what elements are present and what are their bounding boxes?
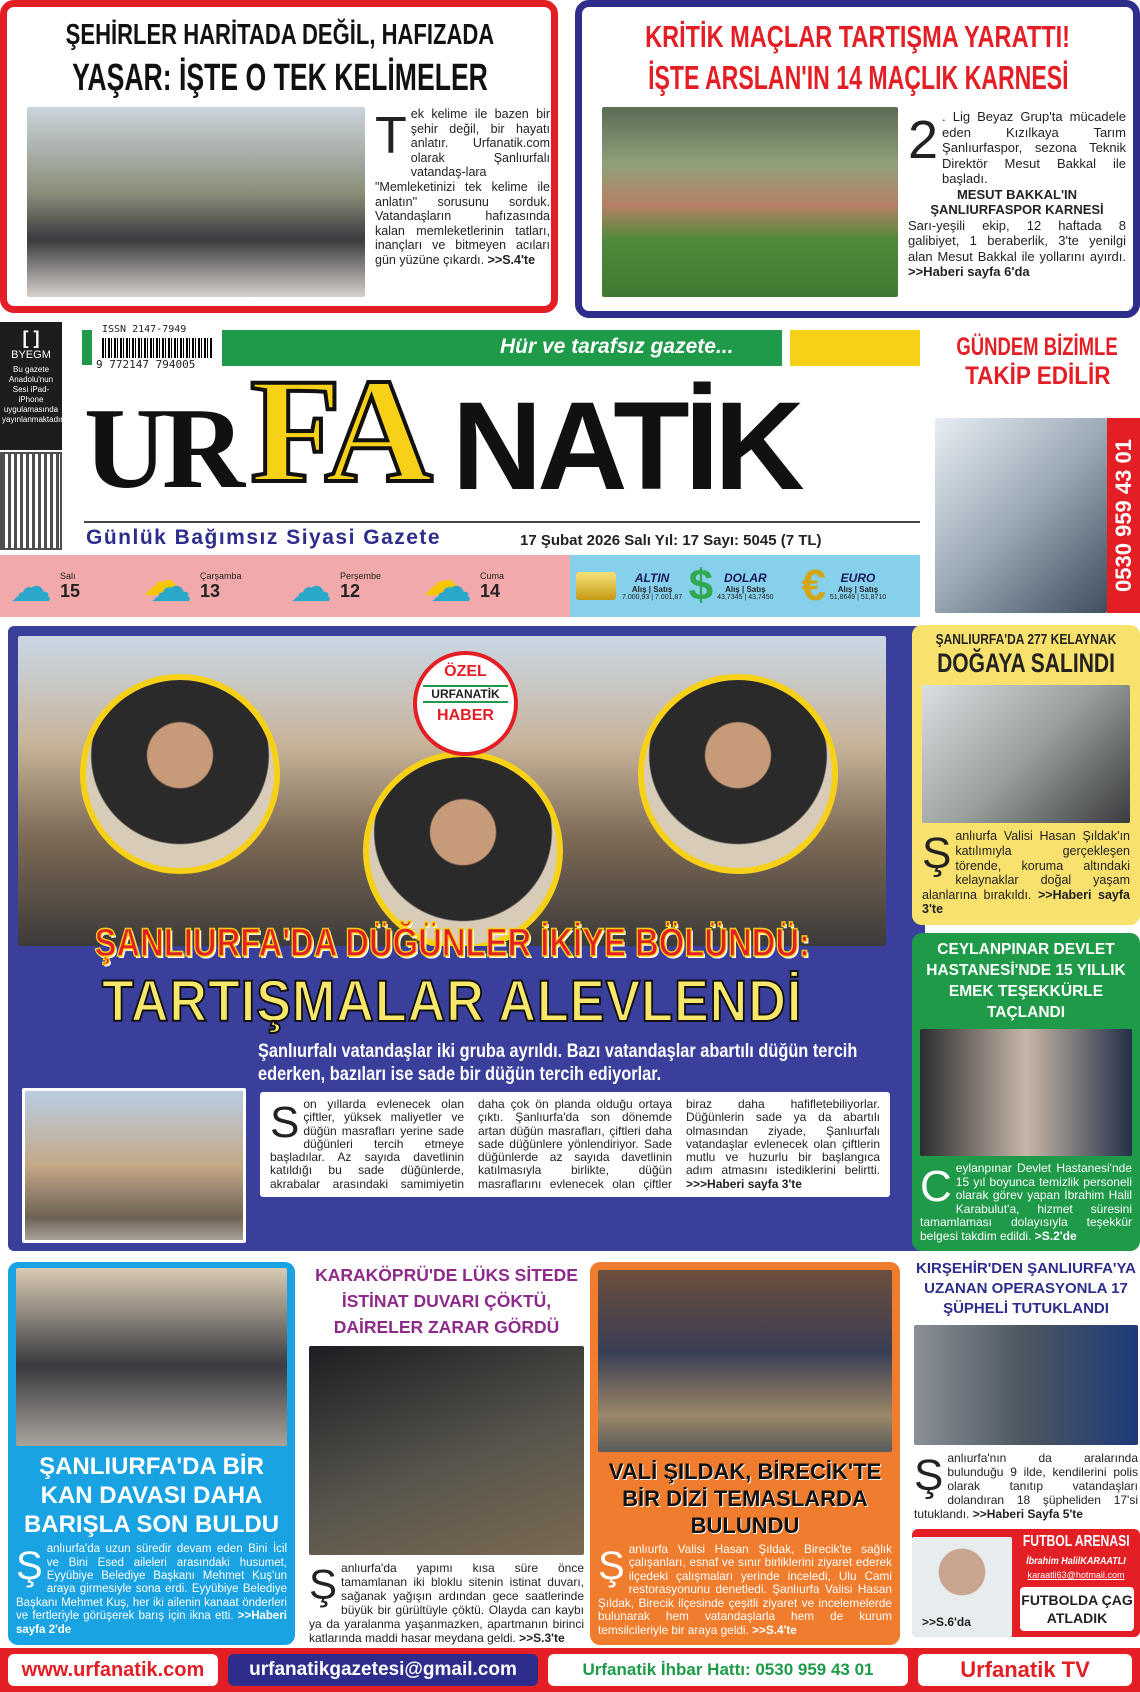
headline-row bbox=[588, 19, 1128, 55]
yellow-bar bbox=[790, 330, 920, 366]
tip-line[interactable]: Urfanatik İhbar Hattı: 0530 959 43 01 bbox=[548, 1654, 908, 1686]
top-right-story[interactable] bbox=[575, 0, 1140, 318]
continue-link[interactable]: >>S.4'te bbox=[487, 252, 536, 267]
body-text: Sarı-yeşili ekip, 12 haftada 8 galibiyet, 1 beraberlik, 3'te yenilgi alan Mesut Bakkal ile yollarını ayırdı. bbox=[908, 217, 1126, 264]
interviewee-circle bbox=[363, 751, 563, 946]
weather-strip bbox=[0, 555, 570, 617]
headline-row bbox=[18, 969, 886, 1036]
headline: KARAKÖPRÜ'DE LÜKS SİTEDE İSTİNAT DUVARI ÇÖKTÜ, DAİRELER ZARAR GÖRDÜ bbox=[315, 1265, 578, 1337]
masthead-rule bbox=[84, 521, 920, 523]
continue-link[interactable]: >>Haberi sayfa 2'de bbox=[16, 1610, 287, 1636]
headline-row bbox=[922, 648, 1130, 679]
day: Salı bbox=[60, 570, 76, 581]
sell-value: 43,7450 bbox=[748, 594, 774, 601]
continue-link[interactable]: >>>Haberi sayfa 3'te bbox=[686, 1176, 802, 1191]
headline-row bbox=[18, 920, 886, 966]
weather-day bbox=[290, 555, 420, 617]
headline: CEYLANPINAR DEVLET HASTANESİ'NDE 15 YILLIK EMEK TEŞEKKÜRLE TAÇLANDI bbox=[926, 941, 1126, 1021]
laptop-image bbox=[935, 418, 1107, 613]
body-text: anlıurfa'da uzun süredir devam eden Bini İcil ve Bini Esed aileleri arasındaki husumet, Eyyübiye Belediye Başkanı Mehmet Kuş'un araya girmesiyle sona erdi. Eyyübiye Belediye Başkanı Mehmet Kuş, her iki ailenin kanaat önderleri ve fertleriyle görüşerek barış için ikna etti. bbox=[16, 1543, 287, 1623]
sell-value: 7.001,87 bbox=[654, 594, 683, 601]
buy-value: 51,8649 bbox=[829, 594, 856, 601]
byegm-icon: [ ] bbox=[22, 328, 40, 348]
issn: ISSN 2147-7949 bbox=[102, 324, 187, 335]
article-body bbox=[309, 1561, 584, 1645]
buy-label: Alış bbox=[631, 585, 647, 594]
subhead: MESUT BAKKAL'IN ŞANLIURFASPOR KARNESİ bbox=[930, 186, 1104, 217]
currency-strip bbox=[570, 555, 920, 617]
day: Cuma bbox=[480, 570, 505, 581]
barcode bbox=[102, 338, 212, 358]
buy-label: Alış bbox=[725, 585, 740, 594]
euro-sign-icon: € bbox=[801, 561, 826, 610]
headline: İŞTE ARSLAN'IN 14 MAÇLIK KARNESİ bbox=[647, 59, 1069, 96]
body-text: . Lig Beyaz Grup'ta mücadele eden Kızılkaya Tarım Şanlıurfaspor, sezona Teknik Direktör Mesut Bakkal ile başladı. bbox=[942, 109, 1126, 186]
main-body bbox=[260, 1092, 890, 1197]
interview-photo bbox=[27, 107, 365, 297]
byegm-label: BYEGM bbox=[11, 349, 51, 361]
headline: ŞANLIURFA'DA 277 KELAYNAK bbox=[935, 631, 1117, 648]
green-bar bbox=[82, 330, 92, 365]
weather-day bbox=[430, 555, 560, 617]
sun-cloud-rain-icon: ☁ bbox=[150, 562, 192, 610]
dollar-sign-icon: $ bbox=[688, 561, 714, 610]
sell-label: Satış bbox=[746, 585, 766, 594]
temp: 15 bbox=[60, 580, 81, 601]
drop-cap: Ş bbox=[309, 1561, 338, 1608]
badge-logo: URFANATİK bbox=[423, 685, 508, 703]
police-photo bbox=[914, 1325, 1138, 1445]
article-body bbox=[598, 1543, 892, 1638]
headline-row bbox=[15, 57, 545, 101]
cloud-icon: ☁ bbox=[10, 562, 52, 610]
right-column bbox=[912, 625, 1140, 1637]
street-photo bbox=[22, 1088, 246, 1243]
article-body bbox=[375, 107, 550, 268]
tv-link[interactable]: Urfanatik TV bbox=[918, 1654, 1132, 1686]
drop-cap: Ş bbox=[16, 1544, 43, 1589]
headline: ŞANLIURFA'DA BİR KAN DAVASI DAHA BARIŞLA SON BULDU bbox=[23, 1453, 280, 1539]
body-text: eylanpınar Devlet Hastanesi'nde 15 yıl boyunca temizlik personeli olarak görev yapan İbrahim Halil Karabulut'a, hizmet süresini tamamlaması dolayısıyla teşekkür belgesi takdim edildi. bbox=[920, 1161, 1132, 1243]
cloud-icon: ☁ bbox=[290, 562, 332, 610]
currency-name: EURO bbox=[840, 571, 876, 585]
more-link[interactable]: >>S.6'da bbox=[922, 1615, 971, 1629]
kirsehir-story[interactable] bbox=[912, 1259, 1140, 1521]
body-text: ek kelime ile bazen bir şehir değil, bir hayatı anlatır. Urfanatik.com olarak Şanlıurfalı vatandaş-lara "Memleketinizi tek kelime ile anlatın'' sorusunu sorduk. Vatandaşların hafızasında kalan memleketlerinin tatları, inançları ve bitmeyen acıları gün yüzüne çıkardı. bbox=[375, 107, 550, 267]
body-text: anlıurfa'da yapımı kısa süre önce tamamlanan iki bloklu sitenin istinat duvarı, sağanak yağışın ardından gece saatlerinde büyük bir gürültüyle çöktü. Olayda can kaybı ya da yaralanma yaşanmazken, apartmanın birinci katlarında maddi hasar meydana geldi. bbox=[309, 1561, 584, 1645]
body-text: on yıllarda evlenecek olan çiftler, yüksek maliyetler ve düğün masrafları yerine sade düğünleri tercih etmeye başladılar. Az sayıda davetlinin katıldığı bu sade düğünlerde, akrabalar arasındaki samimiyetin daha çok ön planda olduğu ortaya çıktı. Şanlıurfa'da son dönemde artan düğün masrafları, çiftleri daha sade düğünlere yönlendiriyor. Sade düğünlerde az sayıda davetlinin katılmasıyla birlikte, düğün masraflarını evlenecek olan çiftler biraz daha hafifletebiliyorlar. Düğünlerin sade ya da abartılı olmasından ziyade, Şanlıurfalı vatandaşlar evlenecek olan çiftlerin mutlu ve huzurlu bir başlangıca adım atmasını istediklerini belirtti. bbox=[270, 1097, 880, 1191]
dateline: 17 Şubat 2026 Salı Yıl: 17 Sayı: 5045 (7 TL) bbox=[520, 532, 822, 549]
badge-text: HABER bbox=[437, 707, 494, 724]
kelaynak-story[interactable] bbox=[912, 625, 1140, 925]
barcode-number: 9 772147 794005 bbox=[96, 358, 196, 371]
kan-davasi-story[interactable] bbox=[8, 1262, 295, 1645]
slogan: Hür ve tarafsız gazete... bbox=[500, 335, 734, 358]
badge-text: ÖZEL bbox=[444, 663, 487, 680]
body-text: anlıurfa Valisi Hasan Şıldak, Birecik'te sağlık çalışanları, esnaf ve sınır birliklerini ziyaret ederek ilçedeki çalışmaları yerinde inceledi, Ulu Cami restorasyonunu denetledi. Şanlıurfa Valisi Hasan Şıldak, Birecik ilçesinde çeşitli ziyaret ve incelemelerde bulunarak hem vatandaşlarla hem de kurum temsilcileriyle bir araya geldi. bbox=[598, 1541, 892, 1637]
drop-cap: 2 bbox=[908, 110, 939, 170]
drop-cap: Ş bbox=[922, 829, 952, 879]
headline: KIRŞEHİR'DEN ŞANLIURFA'YA UZANAN OPERASYONLA 17 ŞÜPHELİ TUTUKLANDI bbox=[916, 1260, 1136, 1317]
logo-ur: UR bbox=[84, 385, 241, 512]
logo-fa: FA bbox=[250, 348, 427, 514]
byegm-badge bbox=[0, 322, 65, 450]
interviewee-circle bbox=[80, 674, 280, 874]
headline: ŞEHİRLER HARİTADA DEĞİL, HAFIZADA bbox=[65, 19, 495, 51]
temp: 12 bbox=[340, 580, 361, 601]
headline-row bbox=[588, 59, 1128, 97]
title-row bbox=[1014, 1533, 1138, 1551]
main-headline-2: TARTIŞMALAR ALEVLENDİ bbox=[101, 969, 803, 1034]
buy-value: 43,7345 bbox=[717, 594, 743, 601]
body-text: anlıurfa'nın da aralarında bulunduğu 9 ilde, kendilerini polis olarak tanıtıp vatandaşları dolandıran 18 şüpheliden 17'si tutuklandı. bbox=[914, 1451, 1138, 1521]
drop-cap: S bbox=[270, 1098, 300, 1147]
article-body bbox=[908, 109, 1126, 280]
officials-photo bbox=[598, 1270, 892, 1452]
body-text: anlıurfa Valisi Hasan Şıldak'ın katılımıyla gerçekleşen törende, koruma altındaki kelaynaklar doğal yaşam alanlarına bırakıldı. bbox=[922, 829, 1130, 902]
sell-value: 51,8710 bbox=[860, 594, 887, 601]
columnist: İbrahim HalilKARAATLI bbox=[1026, 1555, 1126, 1567]
headline-row bbox=[922, 631, 1130, 648]
main-story[interactable] bbox=[8, 626, 925, 1251]
continue-link[interactable]: >>Haberi Sayfa 5'te bbox=[972, 1507, 1083, 1521]
sun-cloud-rain-icon: ☁ bbox=[430, 562, 472, 610]
drop-cap: T bbox=[375, 107, 407, 165]
currency-euro: € EURO Alış | Satış 51,8649 | 51,8710 bbox=[801, 561, 887, 610]
drop-cap: C bbox=[920, 1162, 952, 1211]
weather-day bbox=[10, 555, 140, 617]
sell-label: Satış bbox=[653, 585, 673, 594]
kelaynak-photo bbox=[922, 685, 1130, 823]
main-photo bbox=[18, 636, 886, 946]
futbol-arenasi-column[interactable] bbox=[912, 1529, 1140, 1637]
birecik-story[interactable] bbox=[590, 1262, 900, 1645]
main-headline-1: ŞANLIURFA'DA DÜĞÜNLER İKİYE BÖLÜNDÜ: bbox=[94, 921, 810, 965]
promo-row bbox=[935, 362, 1140, 391]
article-body bbox=[914, 1451, 1138, 1521]
promo-phone[interactable]: 0530 959 43 01 bbox=[1107, 418, 1140, 613]
footer bbox=[0, 1648, 1140, 1692]
headline: VALİ ŞILDAK, BİRECİK'TE BİR DİZİ TEMASLARDA BULUNDU bbox=[608, 1458, 882, 1538]
promo-row bbox=[935, 333, 1140, 362]
email-row bbox=[1014, 1570, 1138, 1581]
headline: KRİTİK MAÇLAR TARTIŞMA YARATTI! bbox=[645, 19, 1071, 54]
gold-bars-icon bbox=[576, 572, 616, 600]
drop-cap: Ş bbox=[914, 1451, 944, 1500]
author-row bbox=[1014, 1555, 1138, 1567]
temp: 13 bbox=[200, 580, 221, 601]
currency-gold: ALTIN Alış | Satış 7.000,93 | 7.001,87 bbox=[576, 571, 689, 601]
continue-link[interactable]: >>S.4'te bbox=[752, 1622, 797, 1637]
columnist-email[interactable]: karaatli63@hotmail.com bbox=[1027, 1570, 1125, 1581]
currency-dollar: $ DOLAR Alış | Satış 43,7345 | 43,7450 bbox=[688, 561, 774, 610]
continue-link[interactable]: >>S.3'te bbox=[519, 1631, 565, 1645]
interviewee-circle bbox=[638, 674, 838, 874]
logo-natik: NATİK bbox=[452, 377, 800, 516]
drop-cap: Ş bbox=[598, 1543, 625, 1588]
temp: 14 bbox=[480, 580, 501, 601]
buy-label: Alış bbox=[837, 585, 853, 594]
email-link[interactable]: urfanatikgazetesi@gmail.com bbox=[228, 1654, 538, 1686]
sell-label: Satış bbox=[859, 585, 879, 594]
headline-row bbox=[15, 19, 545, 52]
day: Çarşamba bbox=[200, 570, 242, 581]
collapsed-wall-photo bbox=[309, 1346, 584, 1555]
article-body bbox=[920, 1162, 1132, 1243]
column-headline: FUTBOLDA ÇAG ATLADIK bbox=[1020, 1587, 1134, 1631]
ceylanpinar-photo bbox=[920, 1029, 1132, 1156]
football-match-photo bbox=[602, 107, 898, 297]
promo bbox=[935, 333, 1140, 391]
column-title: FUTBOL ARENASI bbox=[1022, 1533, 1130, 1550]
currency-name: DOLAR bbox=[723, 571, 767, 585]
currency-name: ALTIN bbox=[634, 571, 670, 585]
karakopru-story[interactable] bbox=[305, 1262, 588, 1645]
website-link[interactable]: www.urfanatik.com bbox=[8, 1654, 218, 1686]
article-body bbox=[16, 1543, 287, 1637]
qr-code[interactable] bbox=[0, 452, 62, 550]
article-body bbox=[922, 829, 1130, 917]
continue-link[interactable]: >>Haberi sayfa 3'te bbox=[922, 887, 1130, 917]
promo-line: GÜNDEM BİZİMLE bbox=[956, 333, 1119, 361]
buy-value: 7.000,93 bbox=[622, 594, 650, 601]
promo-line: TAKİP EDİLİR bbox=[964, 361, 1111, 390]
byegm-text: Bu gazete Anadolu'nun Sesi iPad-iPhone uygulamasında yayınlanmaktadır. bbox=[2, 365, 65, 424]
headline: YAŞAR: İŞTE O TEK KELİMELER bbox=[72, 57, 488, 99]
continue-link[interactable]: >S.2'de bbox=[1034, 1228, 1077, 1243]
subtitle: Günlük Bağımsız Siyasi Gazete bbox=[86, 526, 442, 549]
group-photo bbox=[16, 1268, 287, 1446]
main-subhead: Şanlıurfalı vatandaşlar iki gruba ayrıldı. Bazı vatandaşlar abartılı düğün tercih ederken, bazıları ise sade bir düğün tercih ediyorlar. bbox=[258, 1041, 858, 1085]
top-left-story[interactable] bbox=[0, 0, 558, 313]
ceylanpinar-story[interactable] bbox=[912, 933, 1140, 1251]
continue-link[interactable]: >>Haberi sayfa 6'da bbox=[908, 264, 1030, 279]
exclusive-badge bbox=[413, 651, 518, 756]
weather-day bbox=[150, 555, 280, 617]
headline: DOĞAYA SALINDI bbox=[937, 648, 1115, 679]
day: Perşembe bbox=[340, 570, 382, 581]
